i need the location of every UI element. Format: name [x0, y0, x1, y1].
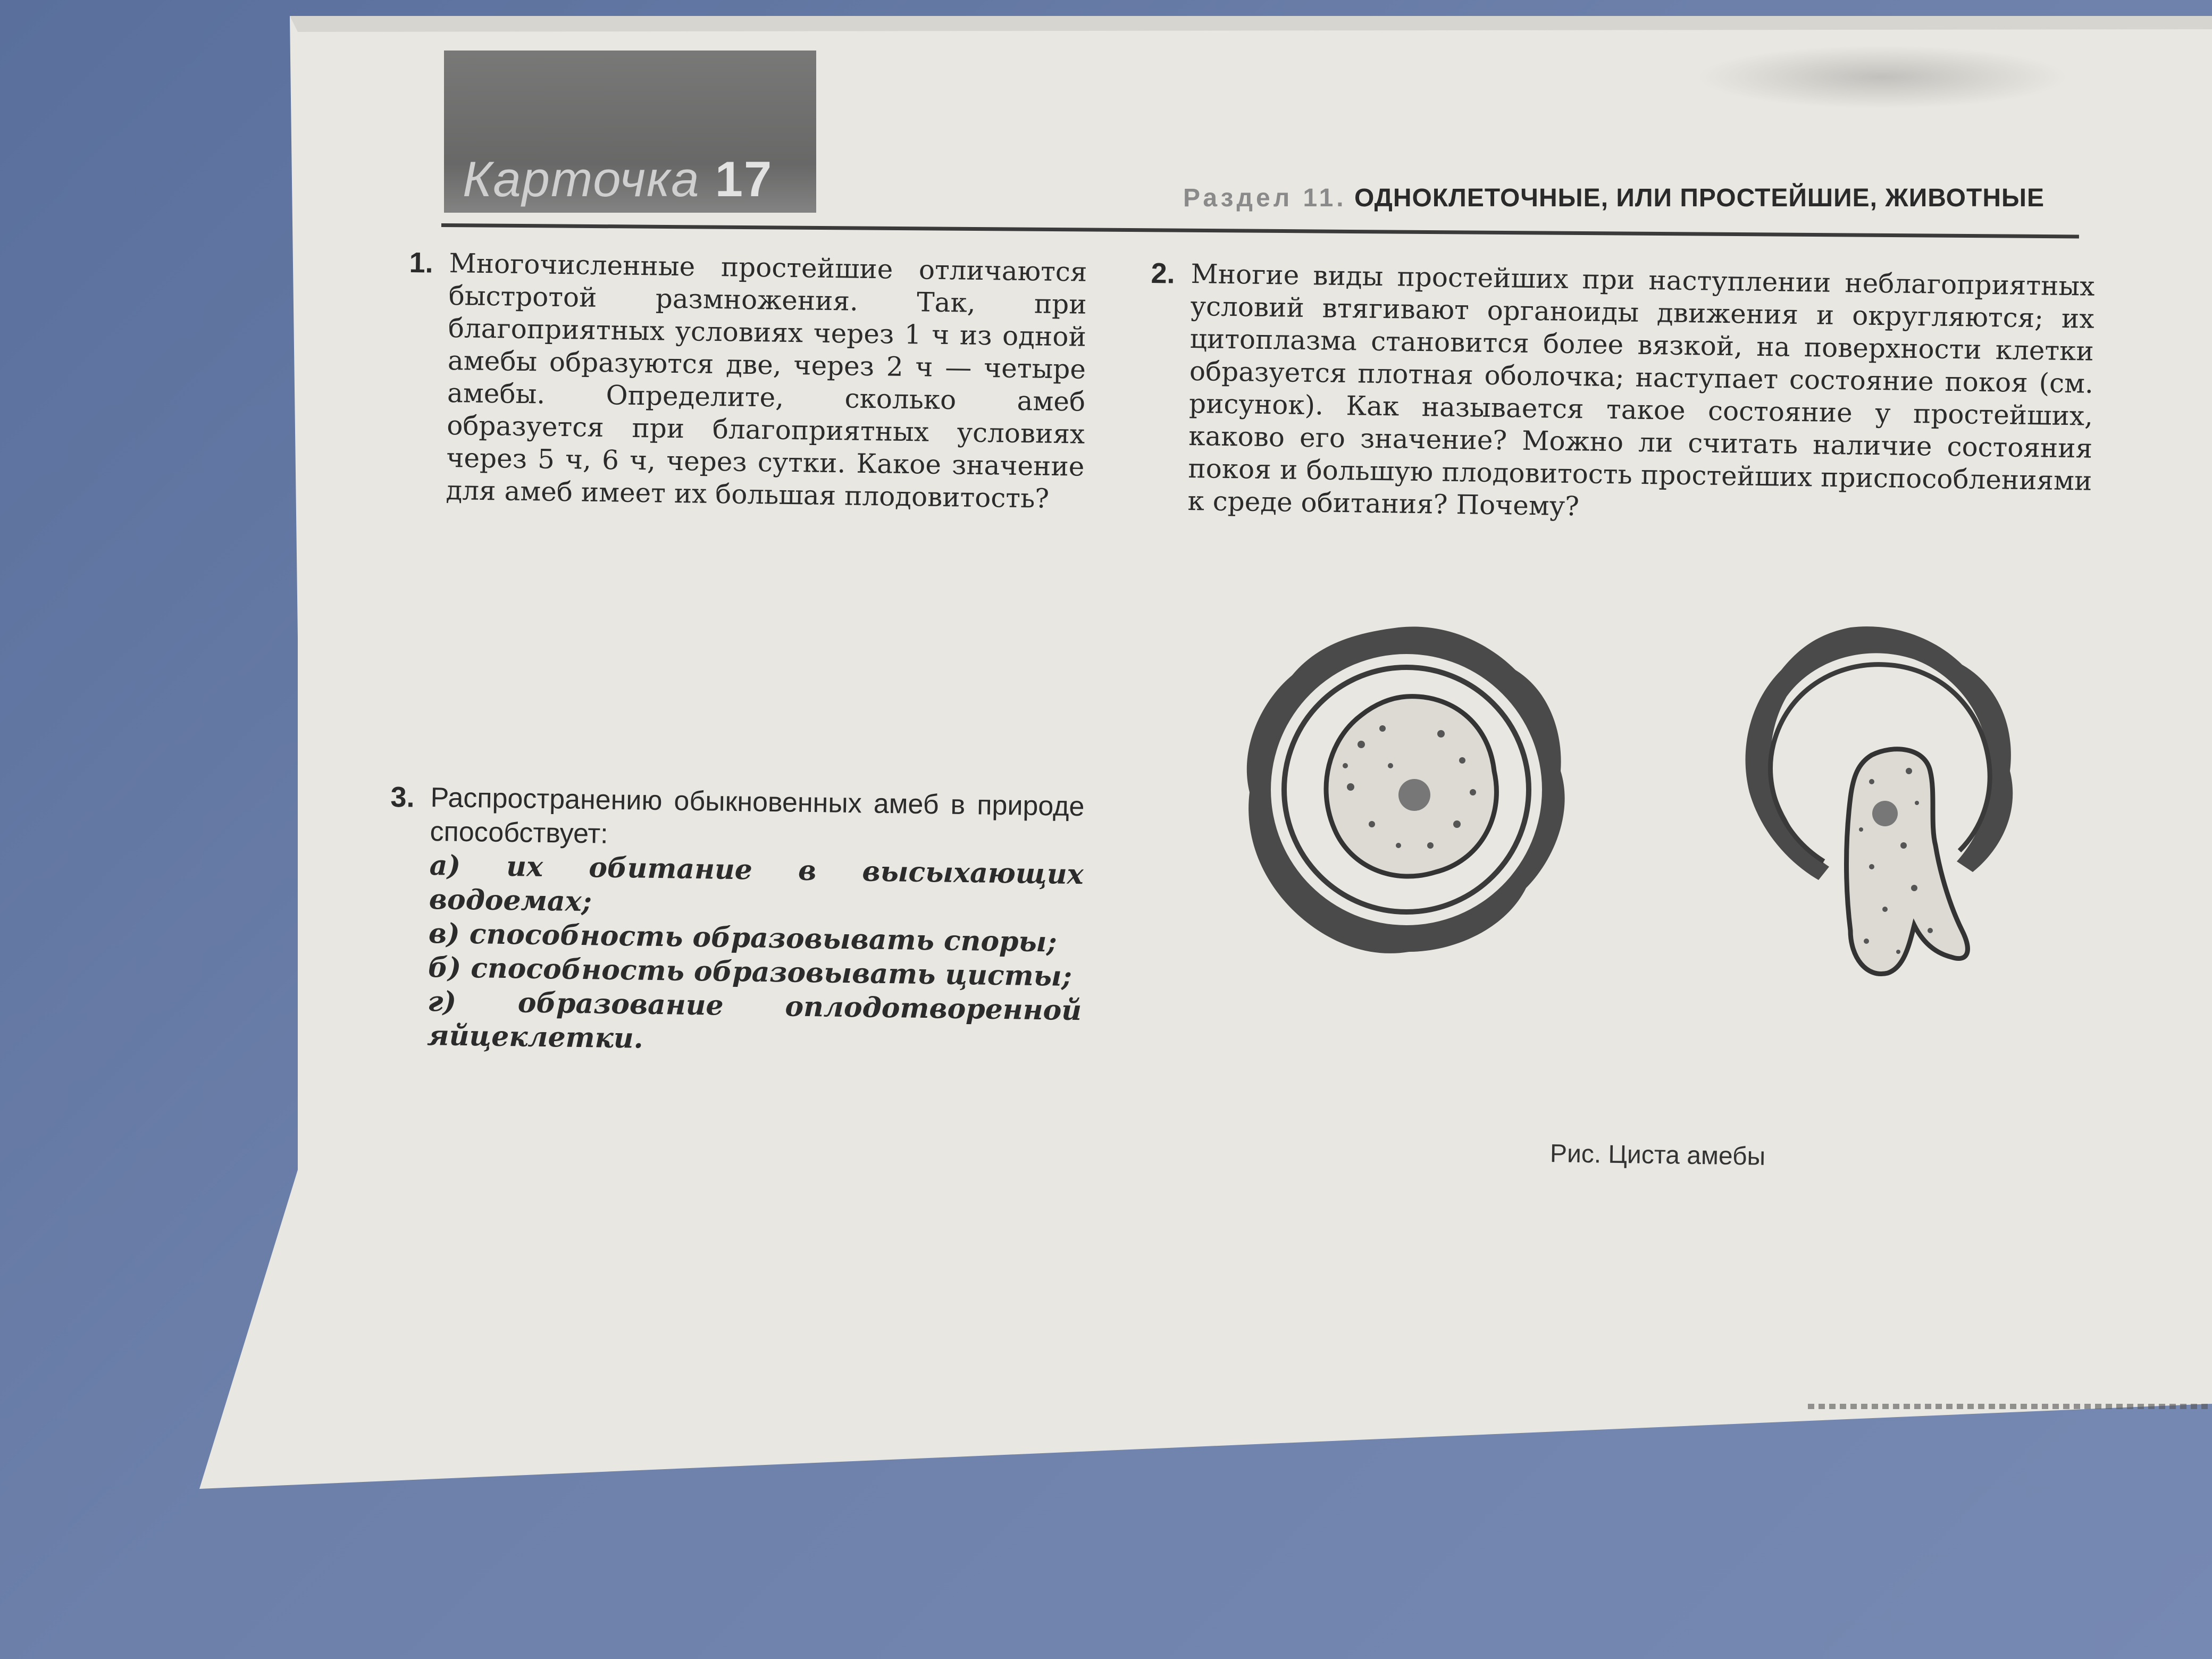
- task-1: [409, 246, 1087, 516]
- card-title: Карточка 17: [463, 151, 773, 207]
- task-3-option-a: а) их обитание в высыхающих водоемах;: [429, 849, 1084, 918]
- task-3-number: 3.: [390, 781, 415, 814]
- task-1-number: 1.: [409, 246, 434, 279]
- task-3: [390, 781, 1085, 1062]
- task-3-text: Распространению обыкновенных амеб в природе способствует:: [430, 782, 1085, 850]
- amoeba-cyst-figure: [1239, 611, 2111, 1090]
- task-2-text: Многие виды простейших при наступлении неблагоприятных условий втягивают органоиды движения и округляются; их цитоплазма становится более вязкой, на поверхности клетки образуется плотная оболочка; наступает состояние покоя (см. рисунок). Как называется такое состояние у простейших, каково его значение? Можно ли считать наличие состояния покоя и большую плодовитость простейших приспособлениями к среде обитания? Почему?: [1187, 258, 2095, 522]
- closed-cyst-drawing: [1247, 626, 1565, 953]
- task-2: [1151, 257, 2095, 530]
- task-1-text: Многочисленные простейшие отличаются быстротой размножения. Так, при благоприятных условиях через 1 ч из одной амебы образуются две, через 2 ч — четыре амебы. Определите, сколько амеб образуется при благоприятных условиях через 5 ч, 6 ч, через сутки. Какое значение для амеб имеет их большая плодовитость?: [446, 247, 1087, 514]
- task-3-option-v: в) способность образовывать споры;: [428, 917, 1058, 959]
- task-2-number: 2.: [1151, 257, 1176, 290]
- section-title: ОДНОКЛЕТОЧНЫЕ, ИЛИ ПРОСТЕЙШИЕ, ЖИВОТНЫЕ: [1354, 184, 2045, 212]
- opening-cyst-drawing: [1746, 626, 2013, 974]
- section-label: Раздел 11.: [1183, 184, 1347, 212]
- page-edge-shadow: [1808, 1404, 2212, 1409]
- section-heading: [1183, 183, 2087, 213]
- task-3-option-b: б) способность образовывать цисты;: [428, 951, 1073, 993]
- print-smudge: [1696, 45, 2068, 109]
- figure-caption: Рис. Циста амебы: [1549, 1139, 1766, 1171]
- task-3-option-g: г) образование оплодотворенной яйцеклетки.: [426, 985, 1082, 1055]
